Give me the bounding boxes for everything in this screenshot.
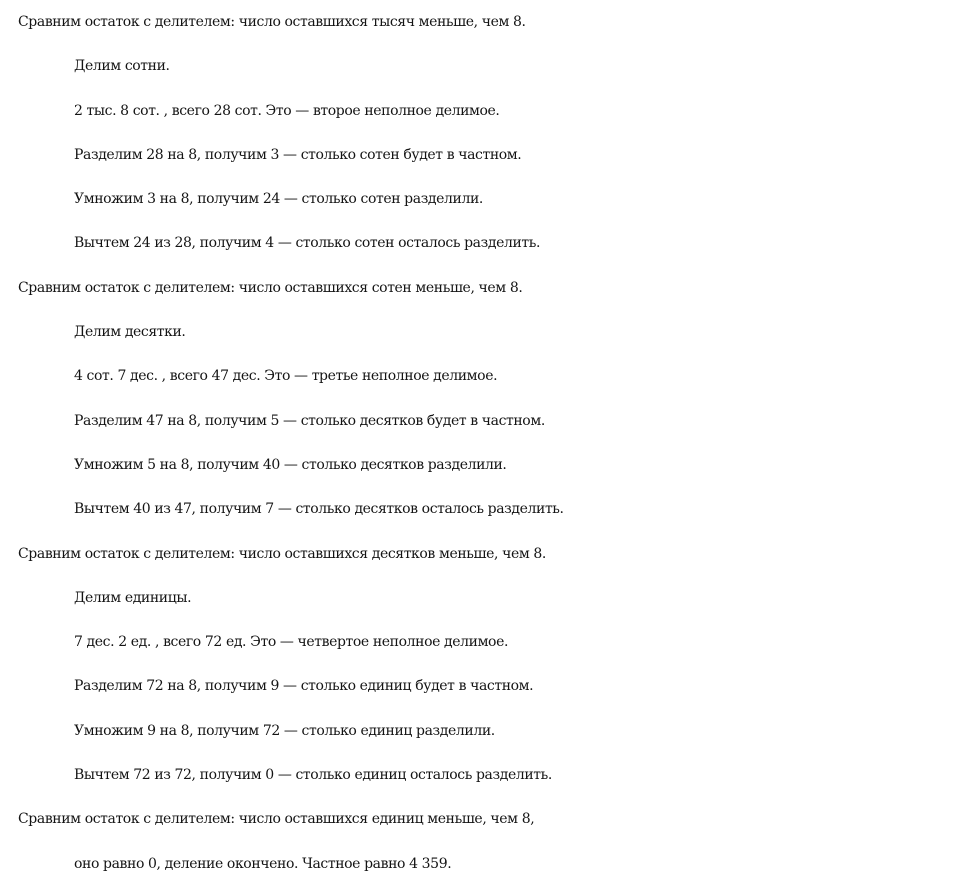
text-line-compare-tens: Сравним остаток с делителем: число оставшихся десятков меньше, чем 8. [18,545,546,562]
text-line-second-partial-dividend: 2 тыс. 8 сот. , всего 28 сот. Это — второе неполное делимое. [74,102,500,119]
text-line-divide-hundreds: Делим сотни. [74,58,170,75]
text-line-compare-hundreds: Сравним остаток с делителем: число оставшихся сотен меньше, чем 8. [18,279,523,296]
text-line-multiply-9-by-8: Умножим 9 на 8, получим 72 — столько единиц разделили. [74,722,495,739]
text-line-result-quotient: оно равно 0, деление окончено. Частное равно 4 359. [74,855,452,872]
text-line-subtract-72-from-72: Вычтем 72 из 72, получим 0 — столько единиц осталось разделить. [74,767,552,784]
text-line-compare-units: Сравним остаток с делителем: число оставшихся единиц меньше, чем 8, [18,811,535,828]
text-line-third-partial-dividend: 4 сот. 7 дес. , всего 47 дес. Это — третье неполное делимое. [74,368,498,385]
text-line-multiply-3-by-8: Умножим 3 на 8, получим 24 — столько сотен разделили. [74,191,483,208]
text-line-divide-units: Делим единицы. [74,589,192,606]
text-line-subtract-24-from-28: Вычтем 24 из 28, получим 4 — столько сотен осталось разделить. [74,235,541,252]
text-line-subtract-40-from-47: Вычтем 40 из 47, получим 7 — столько десятков осталось разделить. [74,501,564,518]
text-line-fourth-partial-dividend: 7 дес. 2 ед. , всего 72 ед. Это — четвертое неполное делимое. [74,634,509,651]
text-line-divide-47-by-8: Разделим 47 на 8, получим 5 — столько десятков будет в частном. [74,412,545,429]
text-line-divide-72-by-8: Разделим 72 на 8, получим 9 — столько единиц будет в частном. [74,678,534,695]
text-line-compare-thousands: Сравним остаток с делителем: число оставшихся тысяч меньше, чем 8. [18,14,526,30]
text-line-divide-tens: Делим десятки. [74,324,186,341]
text-line-divide-28-by-8: Разделим 28 на 8, получим 3 — столько сотен будет в частном. [74,146,522,163]
text-line-multiply-5-by-8: Умножим 5 на 8, получим 40 — столько десятков разделили. [74,456,507,473]
